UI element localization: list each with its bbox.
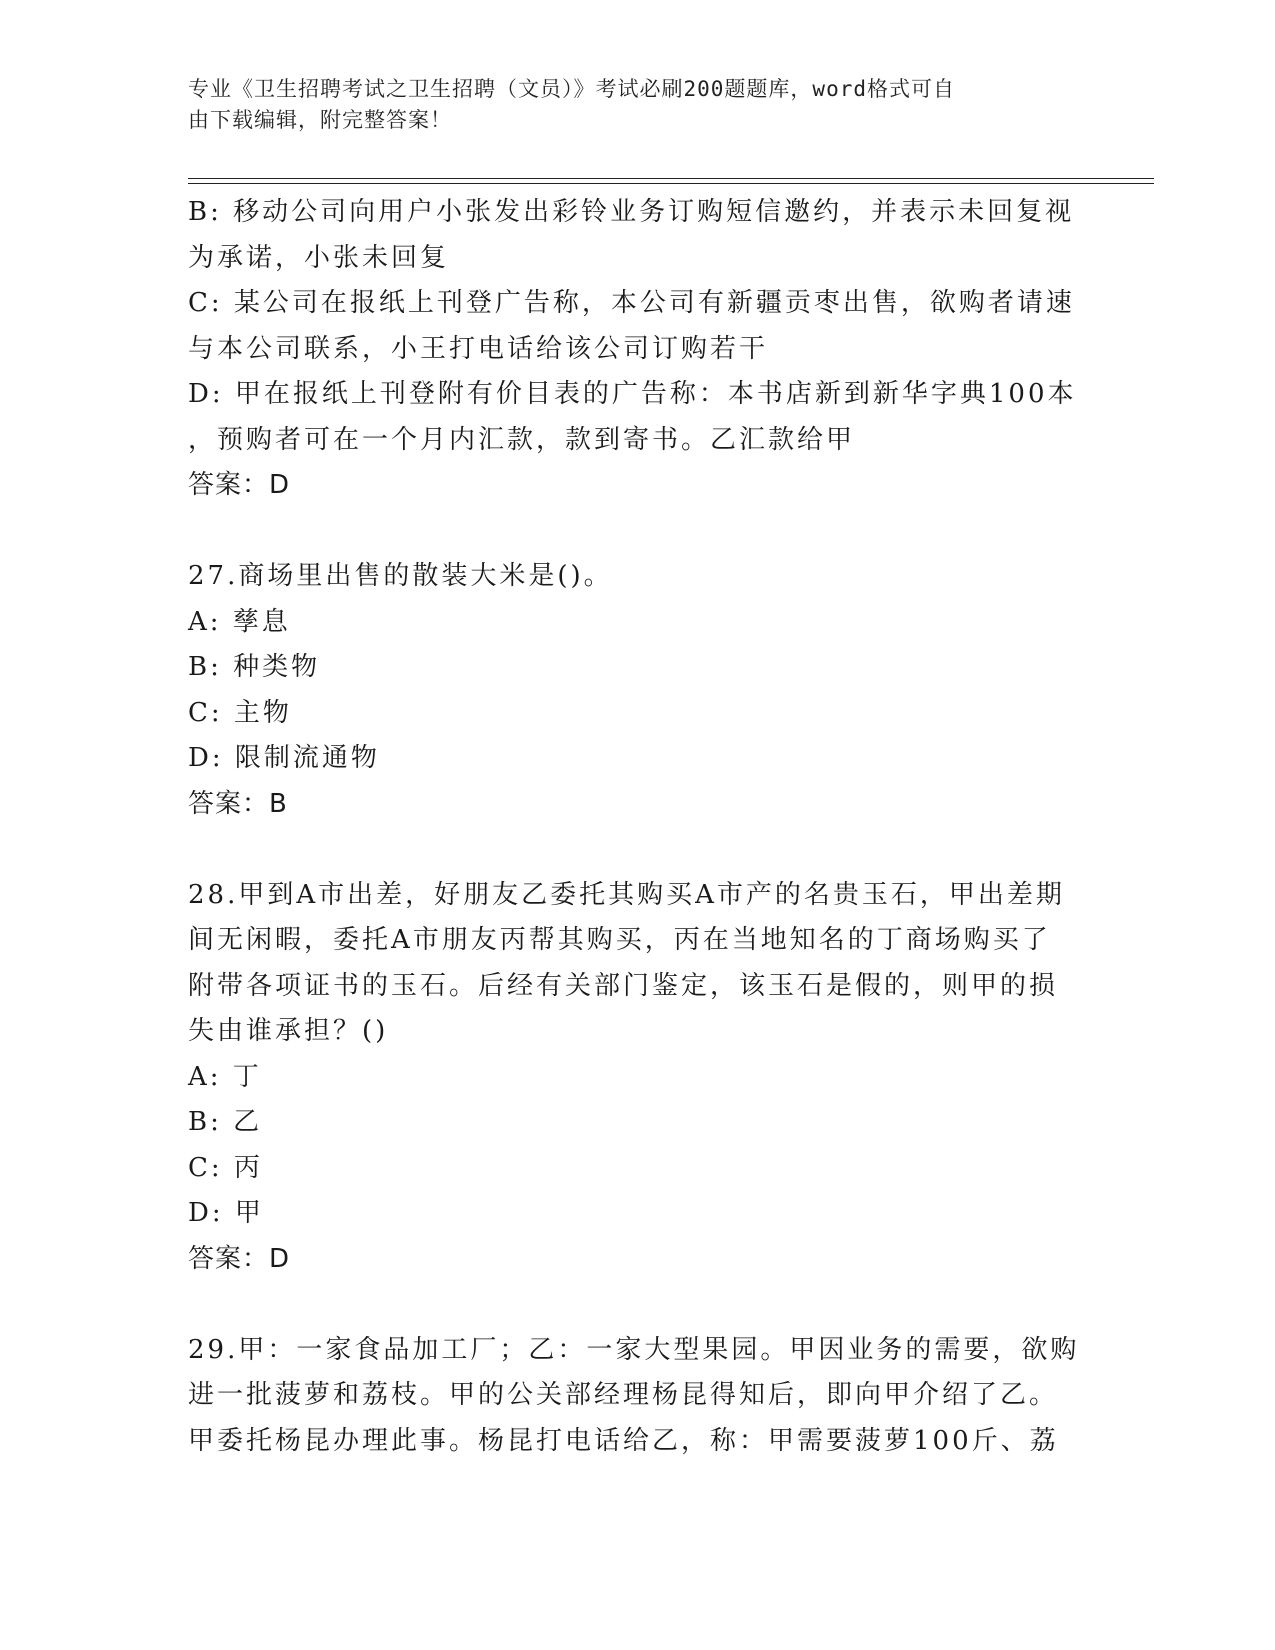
question-27-stem: 27.商场里出售的散装大米是()。 <box>188 561 613 591</box>
option-d-line-2: ，预购者可在一个月内汇款，款到寄书。乙汇款给甲 <box>188 424 856 455</box>
header-rule-top <box>188 178 1154 179</box>
option-b-line-1: B: 移动公司向用户小张发出彩铃业务订购短信邀约，并表示未回复视 <box>188 197 1075 227</box>
option-d-line-1: D: 甲在报纸上刊登附有价目表的广告称：本书店新到新华字典100本 <box>188 379 1077 409</box>
option-c-line-2: 与本公司联系，小王打电话给该公司订购若干 <box>188 333 769 364</box>
question-27 <box>188 554 1088 827</box>
question-28-option-c: C: 丙 <box>188 1152 263 1183</box>
question-26-tail <box>188 190 1088 509</box>
question-28-stem-line-3: 附带各项证书的玉石。后经有关部门鉴定，该玉石是假的，则甲的损 <box>188 970 1059 1001</box>
question-28 <box>188 873 1088 1283</box>
header-line-1: 专业《卫生招聘考试之卫生招聘（文员）》考试必刷200题题库，word格式可自 <box>188 77 955 101</box>
question-27-option-a: A: 孳息 <box>188 606 291 637</box>
header-rule-bottom <box>188 183 1154 184</box>
question-27-option-c: C: 主物 <box>188 697 292 728</box>
option-c-line-1: C: 某公司在报纸上刊登广告称，本公司有新疆贡枣出售，欲购者请速 <box>188 288 1075 318</box>
question-27-option-d: D: 限制流通物 <box>188 743 380 773</box>
question-28-stem-line-2: 间无闲暇，委托A市朋友丙帮其购买，丙在当地知名的丁商场购买了 <box>188 925 1051 955</box>
question-28-stem-line-4: 失由谁承担？() <box>188 1016 389 1046</box>
answer-27: 答案：B <box>188 788 288 819</box>
question-29-stem-line-2: 进一批菠萝和荔枝。甲的公关部经理杨昆得知后，即向甲介绍了乙。 <box>188 1380 1059 1410</box>
document-header <box>188 74 1068 136</box>
question-28-option-b: B: 乙 <box>188 1107 263 1137</box>
question-29-stem-line-3: 甲委托杨昆办理此事。杨昆打电话给乙，称：甲需要菠萝100斤、荔 <box>188 1425 1059 1456</box>
question-content <box>188 190 1088 1464</box>
question-28-option-d: D: 甲 <box>188 1198 264 1228</box>
answer-26: 答案：D <box>188 470 291 500</box>
question-28-stem-line-1: 28.甲到A市出差，好朋友乙委托其购买A市产的名贵玉石，甲出差期 <box>188 879 1065 910</box>
question-27-option-b: B: 种类物 <box>188 652 321 682</box>
option-b-line-2: 为承诺，小张未回复 <box>188 242 450 273</box>
question-29 <box>188 1328 1088 1465</box>
answer-28: 答案：D <box>188 1243 291 1274</box>
header-line-2: 由下载编辑，附完整答案！ <box>188 108 452 132</box>
question-28-option-a: A: 丁 <box>188 1061 262 1092</box>
question-29-stem-line-1: 29.甲：一家食品加工厂；乙：一家大型果园。甲因业务的需要，欲购 <box>188 1334 1080 1365</box>
